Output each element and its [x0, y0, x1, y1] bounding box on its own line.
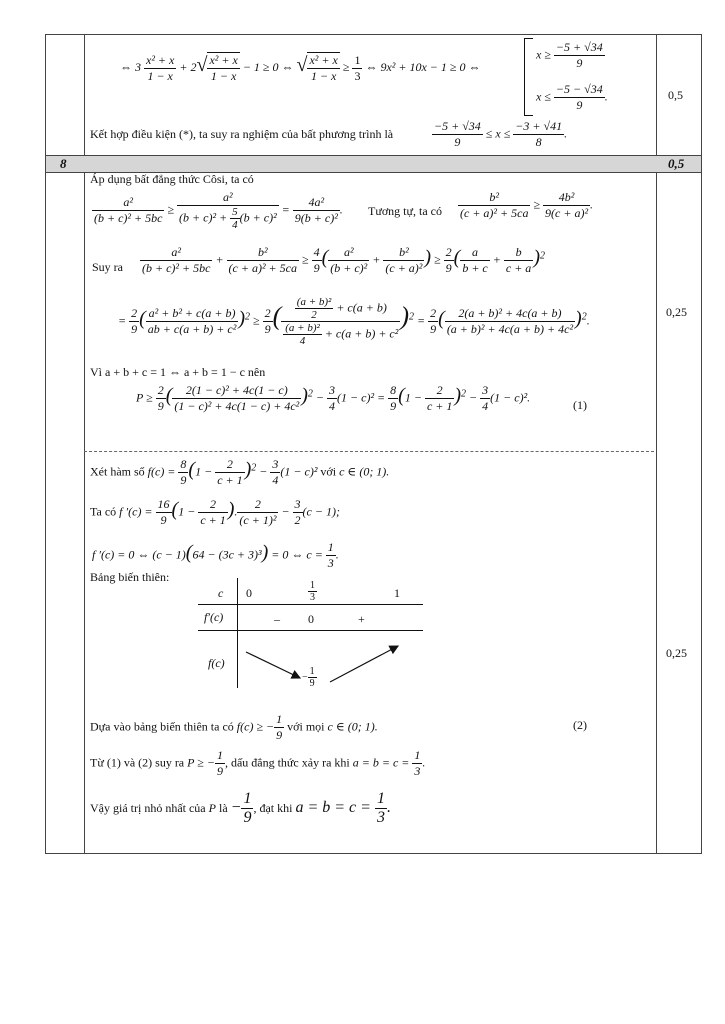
table-c0: 0 — [246, 586, 252, 600]
score-part-a: 0,25 — [666, 305, 687, 319]
table-title: Bảng biến thiên: — [90, 570, 170, 584]
table-min-value: − $\frac{1}{9}$ — [302, 666, 315, 689]
derivative: Ta có f ′(c) = $\frac{16}{9}$ (1 − $\frac{2}{c + 1}$ ). $\frac{2}{\text{(c + 1)²}}$ − $\frac{3}{2}$ (c − 1); — [90, 497, 340, 527]
final-line: Vậy giá trị nhỏ nhất của P là − $\frac{1}{9}$ , đạt khi a = b = c = $\frac{1}{3}$ . — [90, 790, 391, 826]
table-zero: 0 — [308, 612, 314, 626]
decreasing-arrow — [246, 652, 300, 678]
section-divider — [84, 451, 654, 452]
row7-case1: x ≥ $\frac{-5 + √34}{9}$ — [536, 40, 603, 70]
question-number: 8 — [60, 156, 67, 171]
score-part-b: 0,25 — [666, 646, 687, 660]
question-header-band — [46, 155, 701, 173]
case-bracket — [524, 38, 533, 116]
tag-2: (2) — [573, 718, 587, 732]
table-sign-minus: – — [274, 612, 280, 626]
variation-table — [198, 578, 423, 688]
table-fprime-label: f′(c) — [204, 610, 224, 624]
table-conclusion: Dựa vào bảng biến thiên ta có f(c) ≥ − $\frac{1}{9}$ với mọi c ∈ (0; 1). — [90, 712, 378, 742]
function-definition: Xét hàm số f(c) = $\frac{8}{9}$ (1 − $\frac{2}{c + 1}$ )$^2$ − $\frac{3}{4}$ (1 − c)² với c ∈ (0; 1). — [90, 457, 390, 487]
row7-result: $\frac{-5 + √34}{9}$ ≤ x ≤ $\frac{-3 + √41}{8}$ . — [434, 119, 568, 149]
tag-1: (1) — [573, 398, 587, 412]
suy-ra-label: Suy ra — [92, 260, 123, 274]
vi-line: Vì a + b + c = 1 ⇔ a + b = 1 − c nên — [90, 365, 266, 379]
intro-text: Áp dụng bất đẳng thức Côsi, ta có — [90, 172, 254, 186]
increasing-arrow — [330, 646, 398, 682]
table-f-label: f(c) — [208, 656, 225, 670]
row7-score: 0,5 — [668, 88, 683, 102]
sum-inequality: $\frac{\text{a²}}{\text{(b + c)² + 5bc}}$ + $\frac{\text{b²}}{\text{(c + a)² + 5ca}}$ ≥ $\frac{4}{9}$ ( $\frac{\text{a²}}{\text{(b + c)²}}$ + $\frac{\text{b²}}{\text{(c + a)²}}$ ) ≥ $\frac{2}{9}$ ( $\frac{a}{b + c}$ + $\frac{b}{c + a}$ )$^2$ — [142, 245, 545, 275]
p-inequality: P ≥ $\frac{2}{9}$ ( $\frac{\text{2(1 − c)² + 4c(1 − c)}}{\text{(1 − c)² + 4c(1 − c) + 4c²}}$ )$^2$ − $\frac{3}{4}$ (1 − c)² = $\frac{8}{9}$ (1 − $\frac{2}{c + 1}$ )$^2$ − $\frac{3}{4}$ (1 − c)². — [136, 383, 531, 413]
row7-case2: x ≤ $\frac{-5 - √34}{9}$ . — [536, 82, 608, 112]
table-c-mid: $\frac{1}{3}$ — [310, 580, 315, 603]
table-c1: 1 — [394, 586, 400, 600]
table-sign-plus: + — [358, 612, 365, 626]
row7-equation: ⇔ 3 $\frac{\text{x² + x}}{1 - x}$ + 2√ $\frac{\text{x² + x}}{1 - x}$ − 1 ≥ 0 ⇔ √ $\frac{\text{x² + x}}{1 - x}$ ≥ $\frac{1}{3}$ ⇔ 9x² + 10x − 1 ≥ 0 ⇔ — [120, 52, 481, 83]
cosi-inequality-1: $\frac{\text{a²}}{\text{(b + c)² + 5bc}}$ ≥ a² (b + c)² + $\frac{5}{4}$ (b + c)² = $\frac{\text{4a²}}{\text{9(b + c)²}}$ . — [94, 190, 343, 231]
question-header-score: 0,5 — [668, 156, 685, 171]
combine-line: Từ (1) và (2) suy ra P ≥ − $\frac{1}{9}$ , dấu đẳng thức xảy ra khi a = b = c = $\frac{1}{3}$ . — [90, 748, 426, 778]
critical-point: f ′(c) = 0 ⇔ (c − 1)(64 − (3c + 3)³) = 0 ⇔ c = $\frac{1}{3}$ . — [92, 540, 339, 570]
similar-label: Tương tự, ta có — [368, 204, 443, 218]
cosi-inequality-2: $\frac{\text{b²}}{\text{(c + a)² + 5ca}}$ ≥ $\frac{\text{4b²}}{\text{9(c + a)²}}$ . — [460, 190, 594, 220]
row7-conclusion: Kết hợp điều kiện (*), ta suy ra nghiệm của bất phương trình là — [90, 127, 394, 141]
chain-inequality: = $\frac{2}{9}$ ( $\frac{\text{a² + b² + c(a + b)}}{\text{ab + c(a + b) + c²}}$ )$^2$ ≥ $\frac{2}{9}$ ( $\frac{\text{(a + b)²}}{2}$ + c(a + b) $\frac{\text{(a + b)²}}{4}$ + c(a + b) + c² )$^2$ = $\frac{2}{9}$ ( $\frac{\text{2(a + b)² + 4c(a + b)}}{\text{(a + b)² + 4c(a + b) + 4c²}}$ )$^2$. — [118, 296, 590, 347]
variation-arrows — [238, 634, 423, 688]
table-c-label: c — [218, 586, 224, 600]
